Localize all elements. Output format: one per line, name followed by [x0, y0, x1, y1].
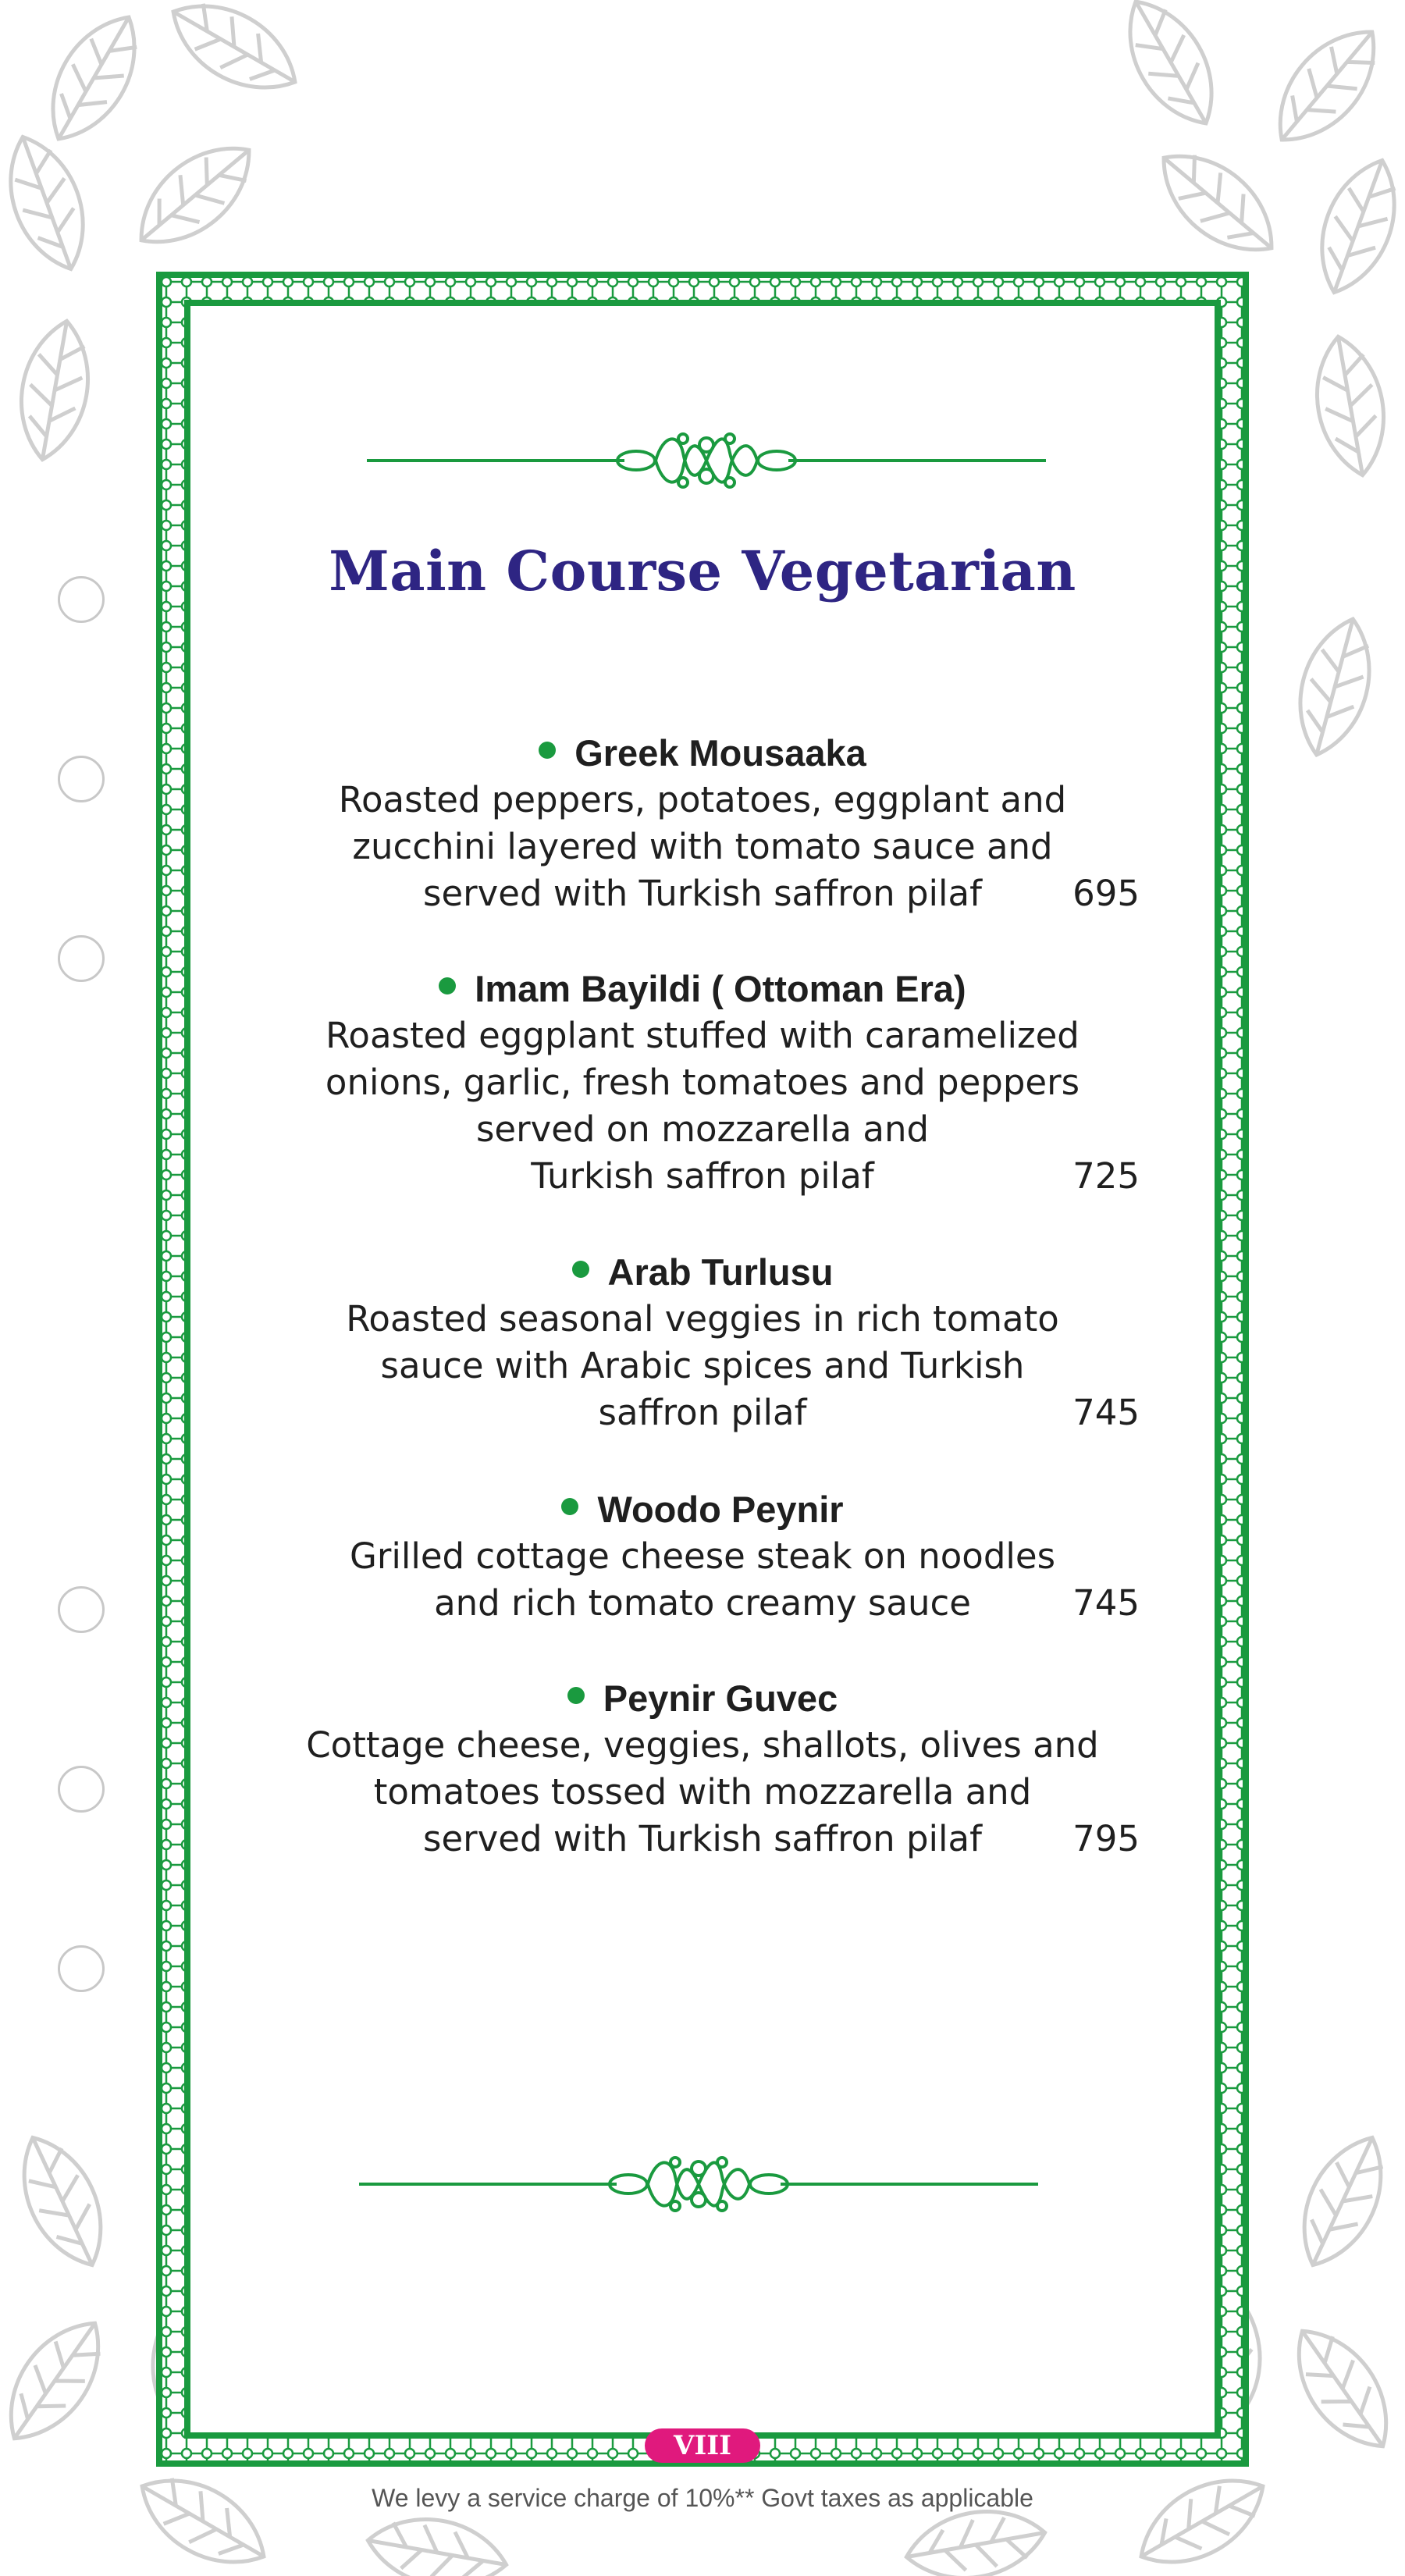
- menu-item-price: 745: [1072, 1582, 1140, 1624]
- page-number-badge: VIII: [645, 2428, 760, 2463]
- menu-item-description: Roasted eggplant stuffed with caramelized onions, garlic, fresh tomatoes and peppers served on mozzarella and Turkish saffron pilaf: [325, 1015, 1080, 1197]
- green-flourish-icon: [367, 422, 1046, 500]
- punch-hole-icon: [58, 935, 105, 982]
- menu-item-description: Roasted peppers, potatoes, eggplant and zucchini layered with tomato sauce and served with Turkish saffron pilaf: [338, 779, 1067, 914]
- menu-item-description: Cottage cheese, veggies, shallots, olives and tomatoes tossed with mozzarella and served with Turkish saffron pilaf: [306, 1724, 1099, 1859]
- menu-item: [156, 730, 1249, 917]
- menu-item: [156, 1486, 1249, 1627]
- menu-item-name-text: Woodo Peynir: [597, 1489, 844, 1530]
- green-dot-icon: [567, 1687, 585, 1704]
- page-title: Main Course Vegetarian: [329, 539, 1076, 603]
- menu-item-name: [156, 1675, 1249, 1722]
- green-dot-icon: [439, 977, 456, 994]
- menu-item-price: 745: [1072, 1392, 1140, 1433]
- menu-item-name-text: Arab Turlusu: [607, 1251, 834, 1293]
- menu-item: [156, 966, 1249, 1200]
- punch-hole-icon: [58, 756, 105, 802]
- menu-item-name-text: Greek Mousaaka: [574, 732, 866, 774]
- punch-hole-icon: [58, 1766, 105, 1813]
- punch-hole-icon: [58, 576, 105, 623]
- service-charge-note: We levy a service charge of 10%** Govt taxes as applicable: [372, 2484, 1033, 2512]
- green-dot-icon: [561, 1498, 578, 1515]
- punch-hole-icon: [58, 1945, 105, 1992]
- menu-item-description: Roasted seasonal veggies in rich tomato sauce with Arabic spices and Turkish saffron pilaf: [346, 1298, 1059, 1433]
- punch-hole-icon: [58, 1586, 105, 1633]
- menu-item-price: 695: [1072, 873, 1140, 914]
- menu-item-name: [156, 730, 1249, 777]
- green-flourish-icon: [359, 2145, 1038, 2223]
- menu-item: [156, 1675, 1249, 1863]
- menu-item-name: [156, 1486, 1249, 1533]
- green-dot-icon: [572, 1261, 589, 1278]
- menu-item-description: Grilled cottage cheese steak on noodles and rich tomato creamy sauce: [349, 1535, 1056, 1624]
- menu-item-price: 795: [1072, 1818, 1140, 1859]
- menu-item-name-text: Peynir Guvec: [603, 1678, 838, 1719]
- menu-item: [156, 1249, 1249, 1436]
- green-dot-icon: [539, 742, 556, 759]
- menu-item-name-text: Imam Bayildi ( Ottoman Era): [475, 968, 966, 1009]
- menu-item-name: [156, 966, 1249, 1012]
- menu-item-price: 725: [1072, 1155, 1140, 1197]
- menu-item-name: [156, 1249, 1249, 1296]
